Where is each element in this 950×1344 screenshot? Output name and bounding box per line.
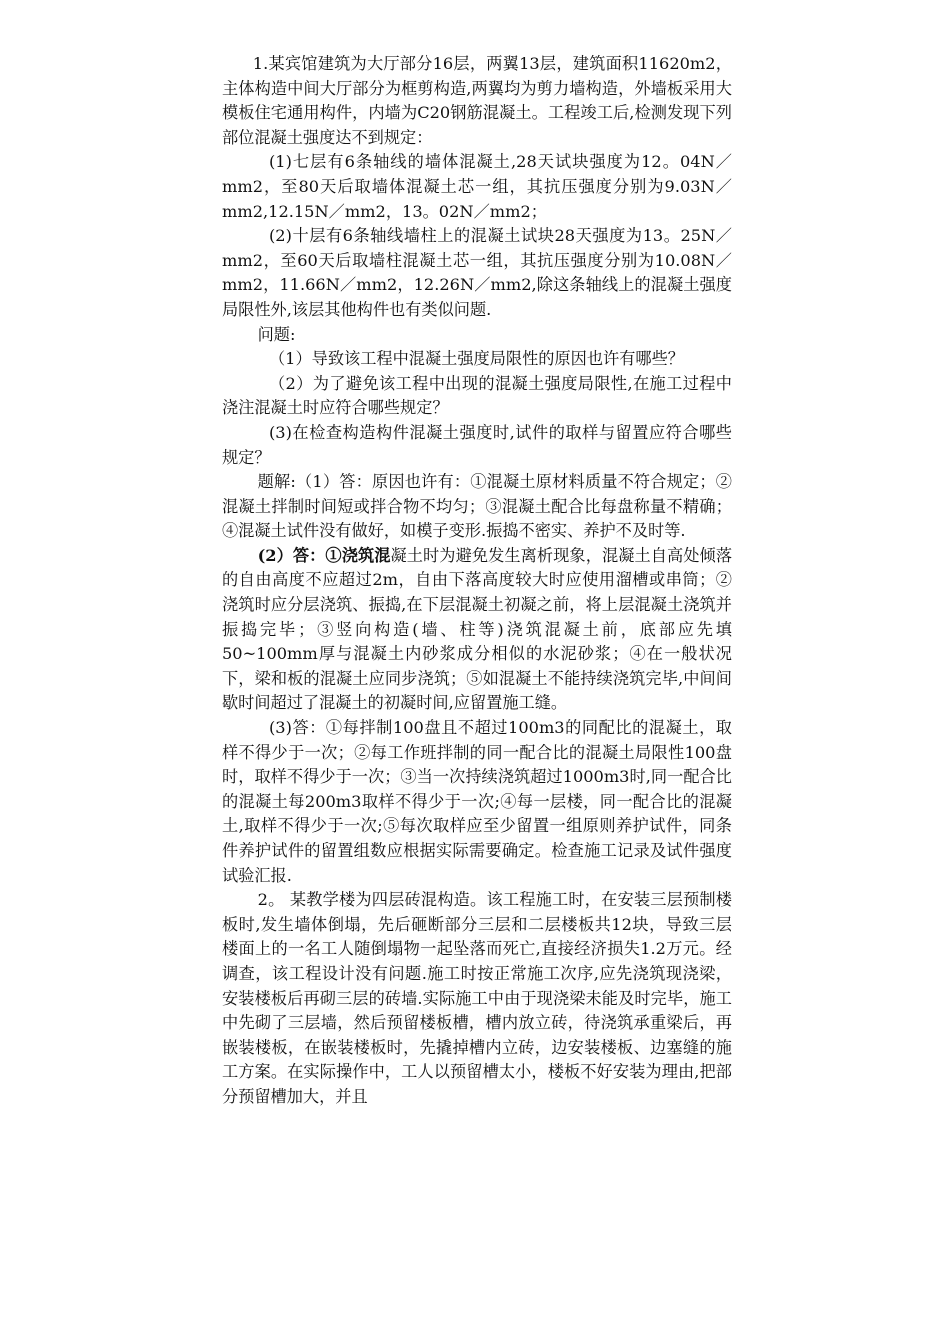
paragraph-answer2: [222, 544, 732, 716]
paragraph-case1-intro: 1.某宾馆建筑为大厅部分16层，两翼13层，建筑面积11620m2，主体构造中间大厅部分为框剪构造,两翼均为剪力墙构造，外墙板采用大模板住宅通用构件，内墙为C20钢筋混凝土。工程竣工后,检测发现下列部位混凝土强度达不到规定：: [222, 54, 732, 147]
paragraph-question1: （1）导致该工程中混凝土强度局限性的原因也许有哪些？: [268, 349, 684, 369]
answer2-bold-lead: (2）答：①浇筑混: [257, 545, 391, 565]
document-body: [222, 52, 732, 1110]
paragraph-answer1: 题解:（1）答：原因也许有：①混凝土原材料质量不符合规定；②混凝土拌制时间短或拌合物不均匀；③混凝土配合比每盘称量不精确；④混凝土试件没有做好，如模子变形.振捣不密实、养护不及时等.: [222, 472, 732, 541]
paragraph-answer3: (3)答：①每拌制100盘且不超过100m3的同配比的混凝土，取样不得少于一次；②每工作班拌制的同一配合比的混凝土局限性100盘时，取样不得少于一次；③当一次持续浇筑超过1000m3时,同一配合比的混凝土每200m3取样不得少于一次;④每一层楼，同一配合比的混凝土,取样不得少于一次;⑤每次取样应至少留置一组原则养护试件，同条件养护试件的留置组数应根据实际需要确定。检查施工记录及试件强度试验汇报.: [222, 718, 732, 885]
paragraph-case1-item1: (1)七层有6条轴线的墙体混凝土,28天试块强度为12。04N／mm2，至80天后取墙体混凝土芯一组，其抗压强度分别为9.03N／mm2,12.15N／mm2，13。02N／mm2；: [222, 152, 732, 221]
paragraph-question3: (3)在检查构造构件混凝土强度时,试件的取样与留置应符合哪些规定？: [222, 422, 732, 467]
paragraph-case2-intro: 2。 某教学楼为四层砖混构造。该工程施工时，在安装三层预制楼板时,发生墙体倒塌，先后砸断部分三层和二层楼板共12块，导致三层楼面上的一名工人随倒塌物一起坠落而死亡,直接经济损失1.2万元。经调查，该工程设计没有问题.施工时按正常施工次序,应先浇筑现浇梁，安装楼板后再砌三层的砖墙.实际施工中由于现浇梁未能及时完毕，施工中先砌了三层墙，然后预留楼板槽，槽内放立砖，待浇筑承重梁后，再嵌装楼板，在嵌装楼板时，先撬掉槽内立砖，边安装楼板、边塞缝的施工方案。在实际操作中，工人以预留槽太小，楼板不好安装为理由,把部分预留槽加大，并且: [222, 890, 732, 1106]
paragraph-case1-item2: (2)十层有6条轴线墙柱上的混凝土试块28天强度为13。25N／mm2，至60天后取墙柱混凝土芯一组，其抗压强度分别为10.08N／mm2，11.66N／mm2，12.26N／mm2,除这条轴线上的混凝土强度局限性外,该层其他构件也有类似问题.: [222, 226, 732, 319]
paragraph-questions-heading: 问题:: [257, 324, 296, 344]
paragraph-question2: （2）为了避免该工程中出现的混凝土强度局限性,在施工过程中浇注混凝土时应符合哪些规定？: [222, 373, 732, 418]
answer2-text: 凝土时为避免发生离析现象，混凝土自高处倾落的自由高度不应超过2m，自由下落高度较大时应使用溜槽或串筒；②浇筑时应分层浇筑、振捣,在下层混凝土初凝之前，将上层混凝土浇筑并振捣完毕；③竖向构造(墙、柱等)浇筑混凝土前，底部应先填50~100mm厚与混凝土内砂浆成分相似的水泥砂浆；④在一般状况下，梁和板的混凝土应同步浇筑；⑤如混凝土不能持续浇筑完毕,中间间歇时间超过了混凝土的初凝时间,应留置施工缝。: [222, 545, 733, 713]
